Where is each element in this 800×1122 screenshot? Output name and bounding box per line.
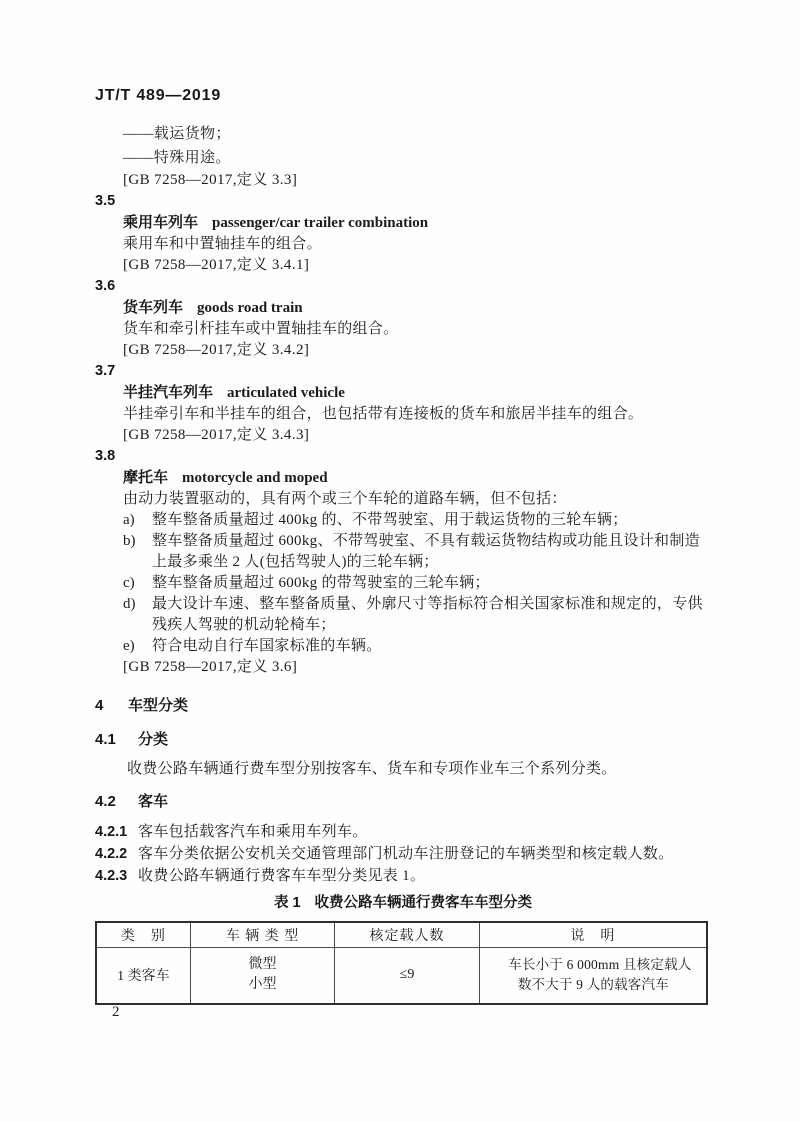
list-item-label: e) <box>123 638 135 654</box>
table-caption-title: 收费公路车辆通行费客车车型分类 <box>314 895 533 911</box>
chapter-number: 4 <box>95 697 104 714</box>
doc-code-header: JT/T 489—2019 <box>95 87 222 104</box>
term-chinese: 摩托车 <box>123 469 169 486</box>
clause-4-2-2 <box>95 843 711 865</box>
definition-3-6 <box>95 276 711 361</box>
vehicle-type-line: 微型 <box>248 957 277 973</box>
list-item-label: c) <box>123 575 135 591</box>
definition-body: 乘用车和中置轴挂车的组合。 <box>123 236 322 252</box>
list-item-a <box>95 510 711 531</box>
page-content <box>95 87 711 1005</box>
term-english: goods road train <box>197 300 303 316</box>
term-chinese: 乘用车列车 <box>123 214 199 231</box>
list-item-text: 整车整备质量超过 600kg 的带驾驶室的三轮车辆； <box>152 575 490 591</box>
clause-number: 3.8 <box>95 448 116 464</box>
definition-3-8 <box>95 446 711 678</box>
clause-number: 4.2.1 <box>95 824 128 840</box>
source-reference: [GB 7258—2017,定义 3.6] <box>123 659 298 675</box>
list-item-text: 整车整备质量超过 600kg、不带驾驶室、不具有载运货物结构或功能且设计和制造上最多乘坐 2 人(包括驾驶人)的三轮车辆； <box>152 533 700 570</box>
list-item-d <box>95 594 711 636</box>
cell-description <box>479 947 707 1004</box>
list-item-c <box>95 573 711 594</box>
definition-3-5 <box>95 191 711 276</box>
source-reference: [GB 7258—2017,定义 3.3] <box>123 172 298 188</box>
list-item-b <box>95 531 711 573</box>
clause-number: 4.2.3 <box>95 868 128 884</box>
clause-4-2-1 <box>95 821 711 843</box>
vehicle-type-line: 小型 <box>248 977 277 993</box>
chapter-heading <box>95 695 711 716</box>
definition-body: 由动力装置驱动的，具有两个或三个车轮的道路车辆，但不包括： <box>123 491 567 507</box>
section-title: 客车 <box>138 793 169 810</box>
list-item-label: a) <box>123 512 135 528</box>
term-english: articulated vehicle <box>227 385 345 401</box>
intro-dash-list <box>95 122 711 191</box>
clause-text: 客车包括载客汽车和乘用车列车。 <box>138 824 368 840</box>
list-item-label: d) <box>123 596 136 612</box>
cell-seating: ≤9 <box>335 947 479 1004</box>
term-chinese: 货车列车 <box>123 299 184 316</box>
page-number: 2 <box>112 1004 120 1020</box>
list-item-text: 最大设计车速、整车整备质量、外廓尺寸等指标符合相关国家标准和规定的，专供残疾人驾驶的机动轮椅车； <box>152 596 703 633</box>
term-line <box>95 382 711 404</box>
cell-vehicle-type <box>190 947 334 1004</box>
table-caption <box>95 893 711 914</box>
header-description: 说 明 <box>479 922 707 947</box>
header-seating-capacity: 核定载人数 <box>335 922 479 947</box>
clause-text: 客车分类依据公安机关交通管理部门机动车注册登记的车辆类型和核定载人数。 <box>138 846 674 862</box>
term-line <box>95 212 711 234</box>
table-header-row <box>96 922 707 947</box>
section-number: 4.1 <box>95 731 116 748</box>
term-line <box>95 297 711 319</box>
term-chinese: 半挂汽车列车 <box>123 384 214 401</box>
vehicle-classification-table <box>95 921 708 1005</box>
list-item-label: b) <box>123 533 136 549</box>
section-heading-4-1 <box>95 729 711 750</box>
definition-3-7 <box>95 361 711 446</box>
term-english: motorcycle and moped <box>182 470 328 486</box>
clause-number: 3.5 <box>95 193 116 209</box>
list-item-text: 符合电动自行车国家标准的车辆。 <box>152 638 382 654</box>
definition-body: 半挂牵引车和半挂车的组合，也包括带有连接板的货车和旅居半挂车的组合。 <box>123 406 644 422</box>
definition-body: 货车和牵引杆挂车或中置轴挂车的组合。 <box>123 321 399 337</box>
description-text: 车长小于 6 000mm 且核定载人数不大于 9 人的载客汽车 <box>508 957 692 993</box>
source-reference: [GB 7258—2017,定义 3.4.1] <box>123 257 310 273</box>
clause-text: 收费公路车辆通行费客车车型分类见表 1。 <box>138 868 426 884</box>
table-caption-label: 表 1 <box>273 895 301 911</box>
section-paragraph: 收费公路车辆通行费车型分别按客车、货车和专项作业车三个系列分类。 <box>127 761 617 777</box>
dash-item: ——载运货物； <box>123 126 231 142</box>
source-reference: [GB 7258—2017,定义 3.4.2] <box>123 342 310 358</box>
clause-number: 3.6 <box>95 278 116 294</box>
dash-item: ——特殊用途。 <box>123 150 231 166</box>
list-item-e <box>95 636 711 657</box>
clause-number: 3.7 <box>95 363 116 379</box>
section-number: 4.2 <box>95 793 116 810</box>
clause-number: 4.2.2 <box>95 846 128 862</box>
list-item-text: 整车整备质量超过 400kg 的、不带驾驶室、用于载运货物的三轮车辆； <box>152 512 628 528</box>
table-row <box>96 947 707 1004</box>
section-title: 分类 <box>138 731 169 748</box>
header-vehicle-type: 车 辆 类 型 <box>190 922 334 947</box>
clause-4-2-3 <box>95 865 711 887</box>
term-english: passenger/car trailer combination <box>212 215 429 231</box>
term-line <box>95 467 711 489</box>
source-reference: [GB 7258—2017,定义 3.4.3] <box>123 427 310 443</box>
cell-category: 1 类客车 <box>96 947 190 1004</box>
chapter-title: 车型分类 <box>128 697 189 714</box>
header-category: 类 别 <box>96 922 190 947</box>
section-heading-4-2 <box>95 791 711 812</box>
clause-list <box>95 821 711 887</box>
